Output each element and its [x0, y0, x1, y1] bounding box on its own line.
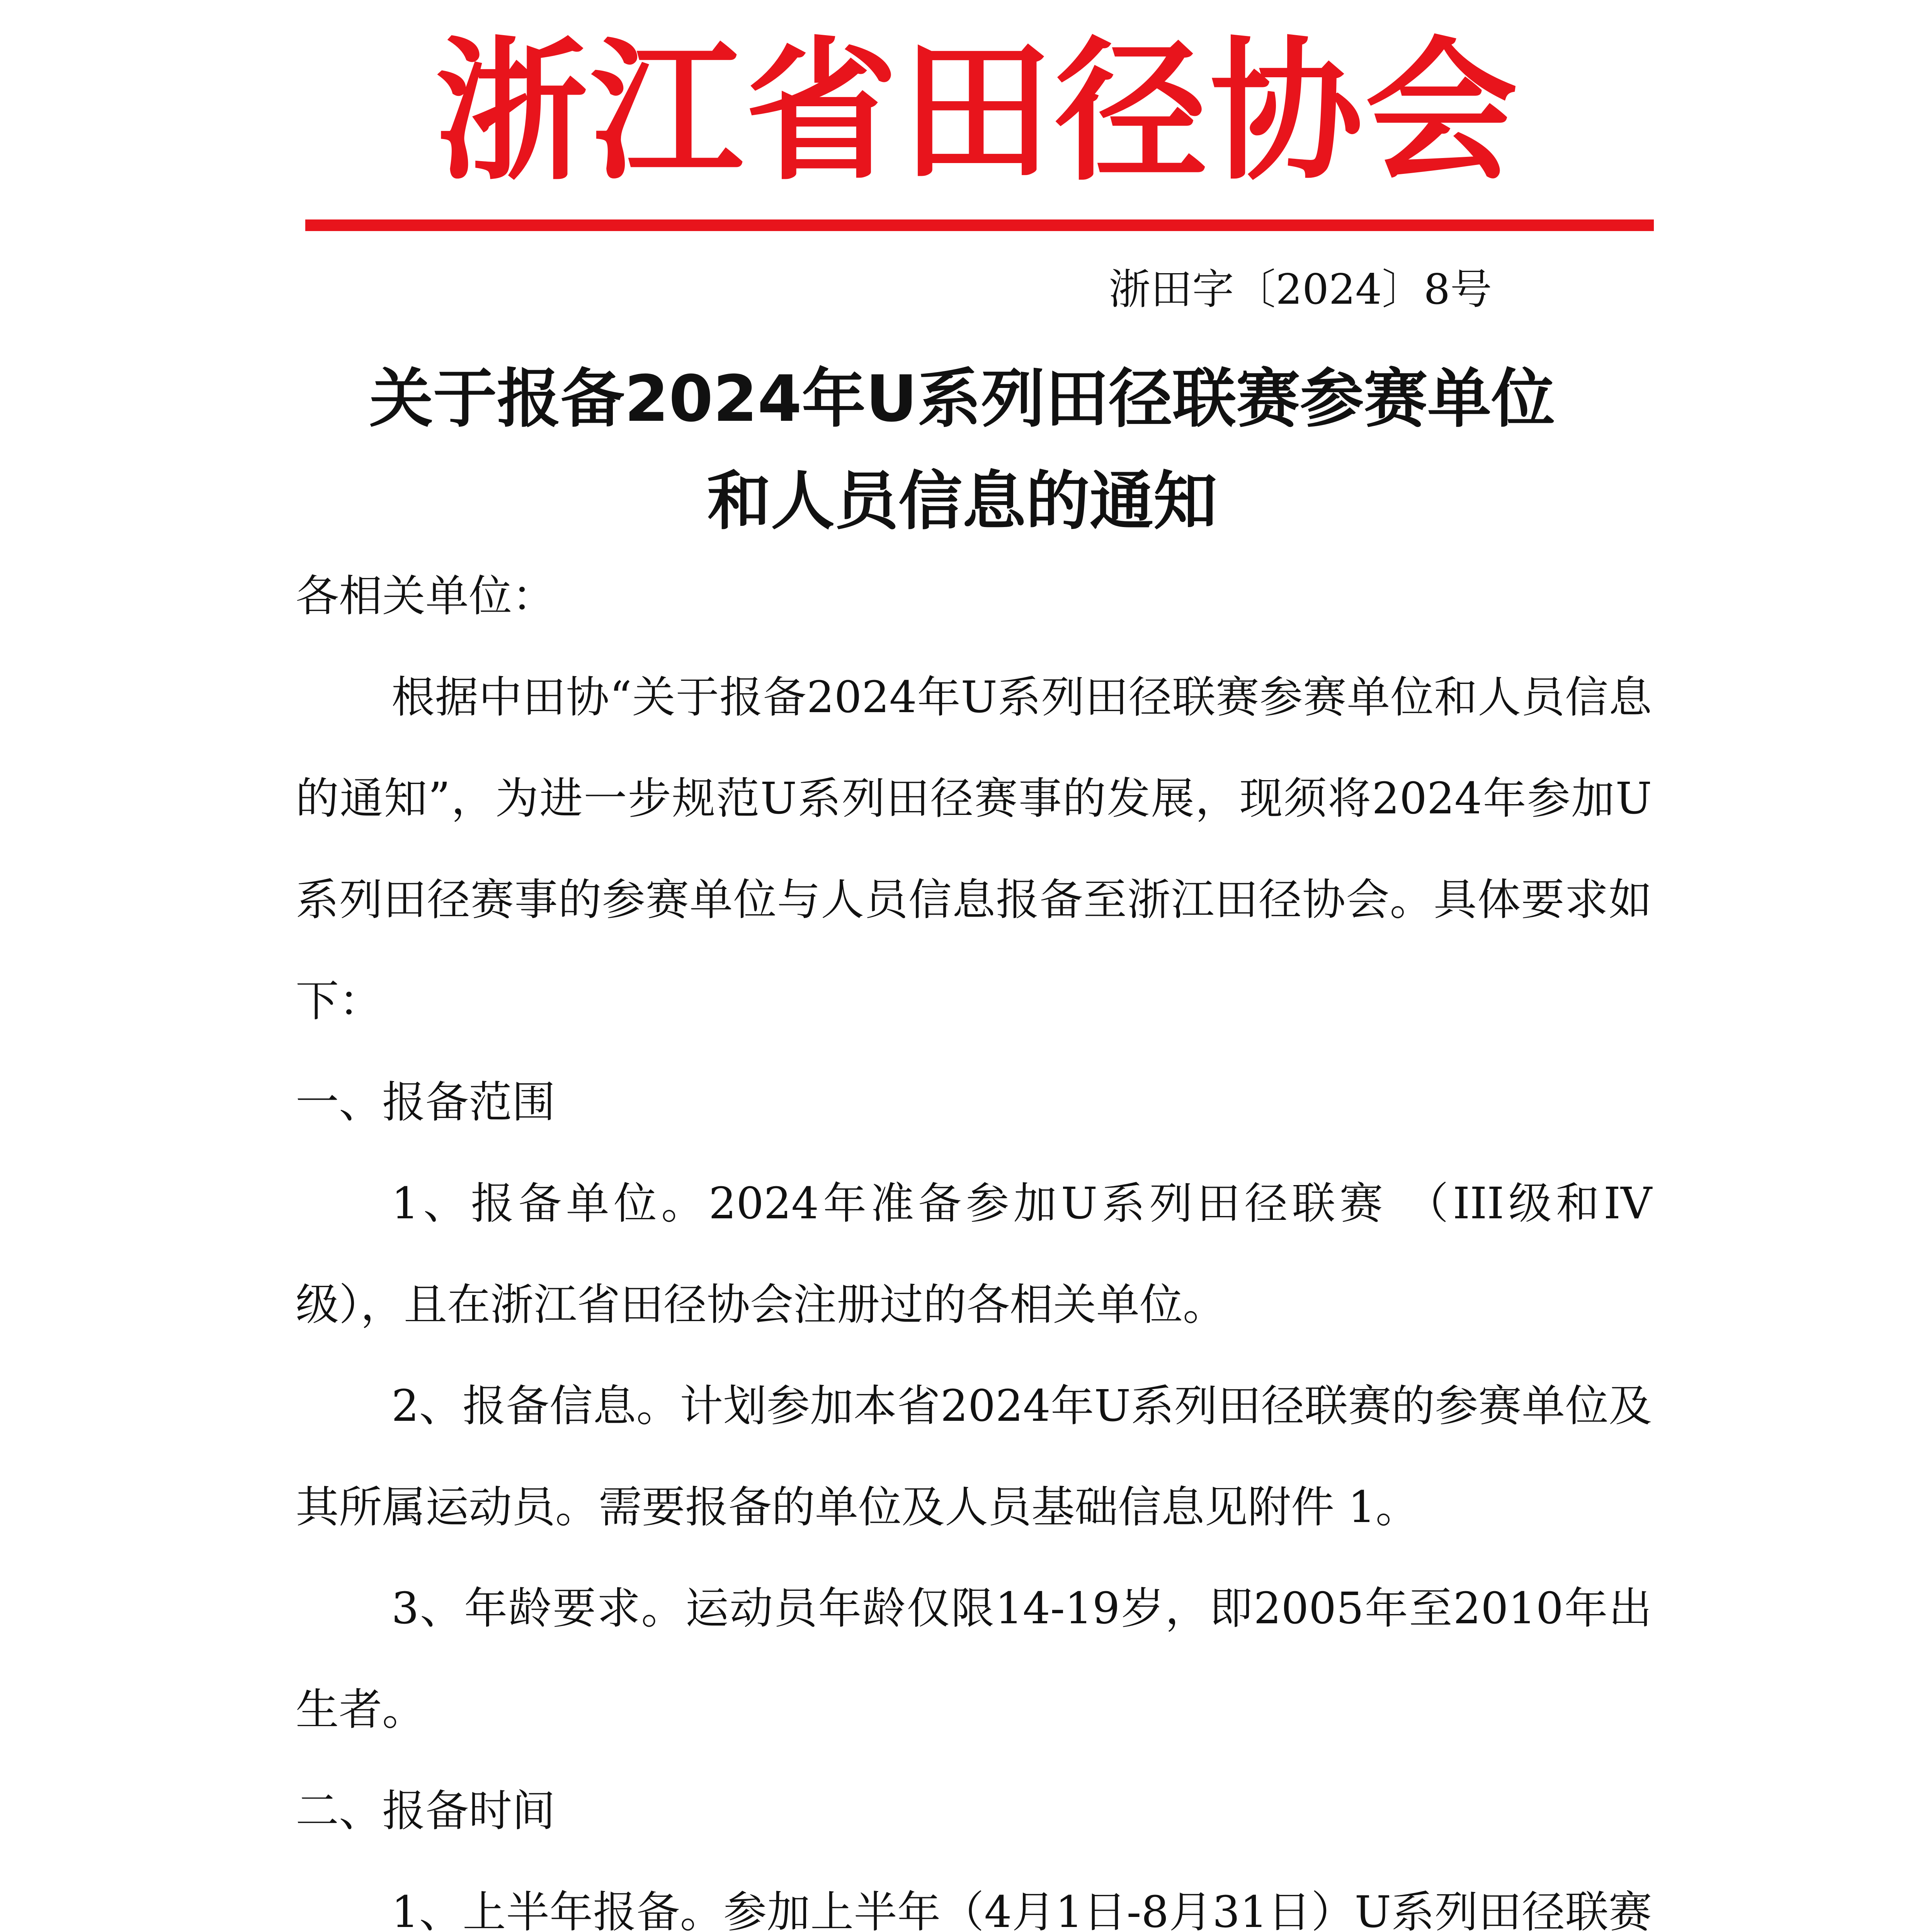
notice-title: [286, 348, 1638, 553]
time-item-first-half: 1、上半年报备。参加上半年（4月1日-8月31日）U系列田径联赛: [391, 1887, 1652, 1932]
scope-item-age: 3、年龄要求。运动员年龄仅限14-19岁，即2005年至2010年出生者。: [296, 1583, 1652, 1735]
section-heading-time: 二、报备时间: [296, 1786, 555, 1836]
notice-body: [296, 546, 1652, 1932]
notice-title-line-2: 和人员信息的通知: [707, 464, 1217, 538]
document-number: 浙田字〔2024〕8号: [1109, 265, 1492, 314]
intro-paragraph: 根据中田协“关于报备2024年U系列田径联赛参赛单位和人员信息的通知”，为进一步规范U系列田径赛事的发展，现须将2024年参加U系列田径赛事的参赛单位与人员信息报备至浙江田径协会。具体要求如下：: [296, 672, 1652, 1026]
section-heading-scope: 一、报备范围: [296, 1077, 555, 1128]
red-header-rule: [305, 219, 1654, 231]
org-masthead: [301, 15, 1654, 209]
scope-item-information: 2、报备信息。计划参加本省2024年U系列田径联赛的参赛单位及其所属运动员。需要报备的单位及人员基础信息见附件 1。: [296, 1381, 1652, 1532]
notice-title-line-1: 关于报备2024年U系列田径联赛参赛单位: [369, 362, 1555, 436]
salutation: 各相关单位：: [296, 571, 555, 621]
scope-item-units: 1、报备单位。2024年准备参加U系列田径联赛 （III级和IV级），且在浙江省田径协会注册过的各相关单位。: [296, 1179, 1652, 1330]
org-name: 浙江省田径协会: [435, 23, 1520, 201]
